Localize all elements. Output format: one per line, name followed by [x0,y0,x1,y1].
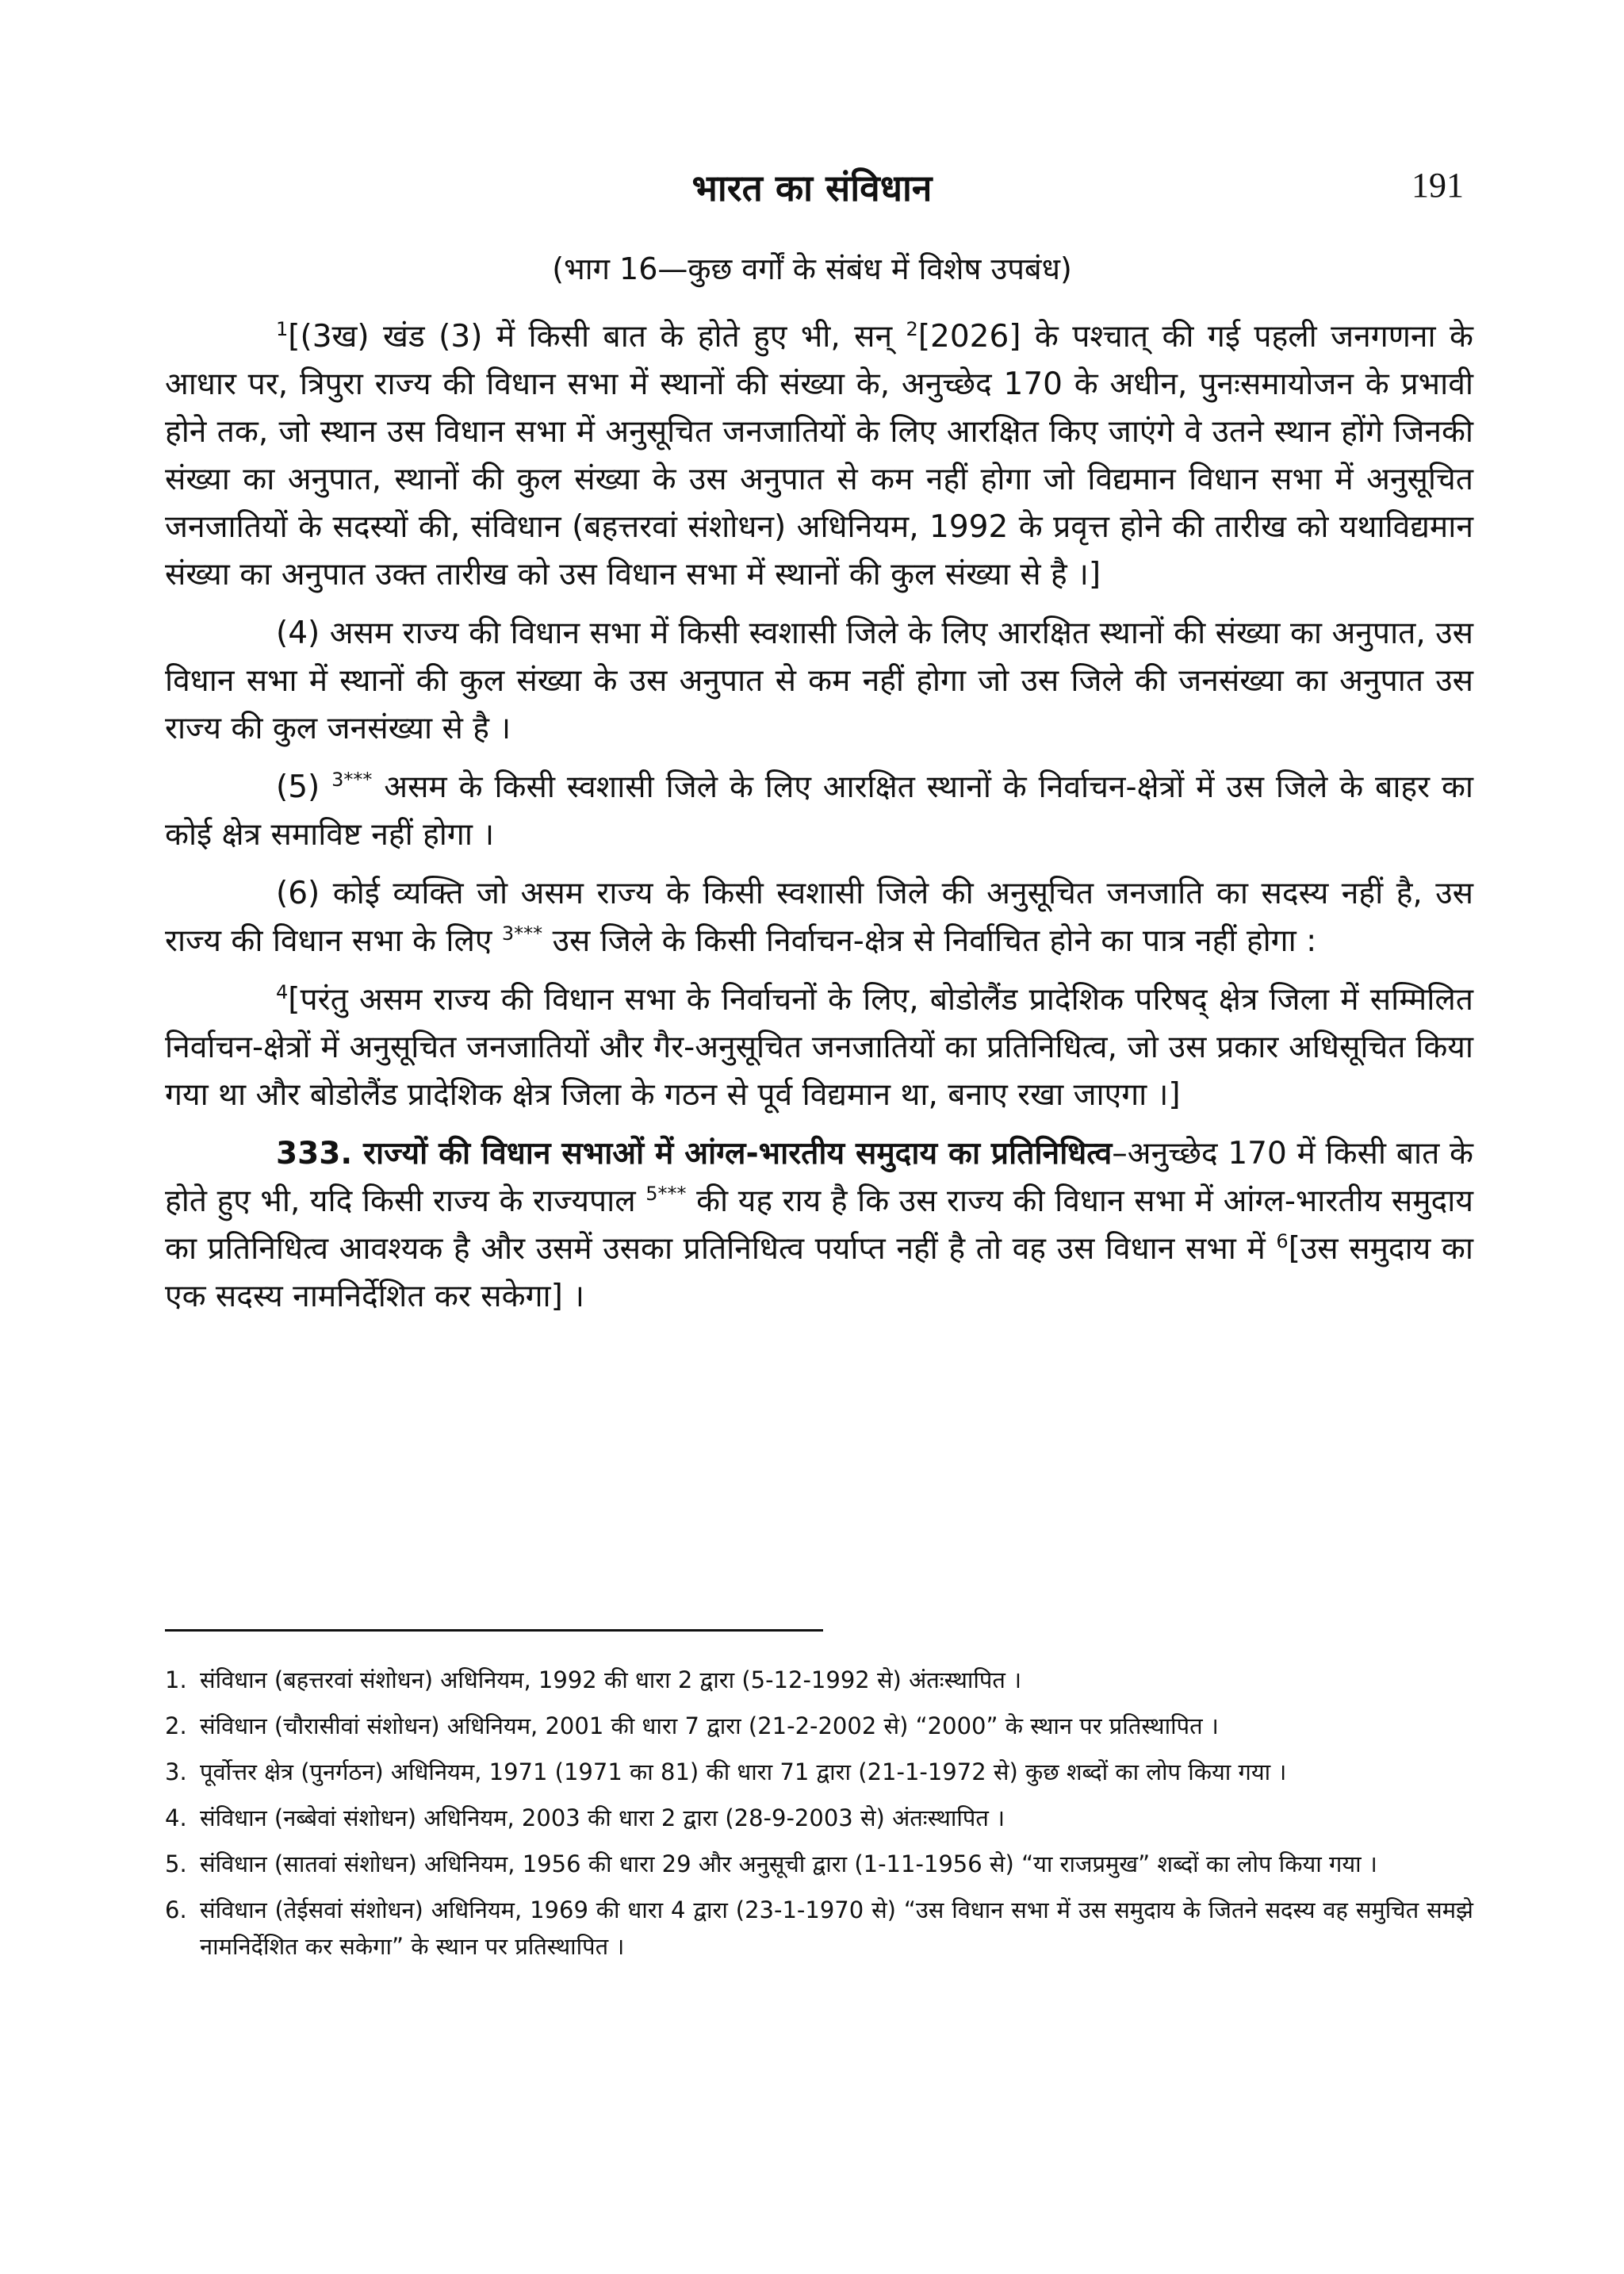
footnote-ref-1: 1 [276,318,289,340]
proviso [165,976,1473,1119]
clause-5-text-a: (5) [276,769,332,805]
footnote-ref-2: 2 [906,318,918,340]
footnote-divider [165,1629,823,1632]
article-333-heading: 333. राज्यों की विधान सभाओं में आंग्ल-भारतीय समुदाय का प्रतिनिधित्व [276,1136,1113,1172]
clause-3kh [165,313,1473,599]
footnote-item [165,1754,1473,1790]
clause-6-text-a: (6) कोई व्यक्ति जो असम राज्य के किसी स्वशासी जिले की अनुसूचित जनजाति का सदस्य नहीं है, उस राज्य की विधान सभा के लिए [165,876,1473,959]
footnote-item [165,1662,1473,1698]
clause-6-text-b: उस जिले के किसी निर्वाचन-क्षेत्र से निर्वाचित होने का पात्र नहीं होगा : [542,923,1317,959]
footnote-number: 3. [165,1758,187,1785]
page-title: भारत का संविधान [691,167,933,209]
footnote-text: संविधान (नब्बेवां संशोधन) अधिनियम, 2003 की धारा 2 द्वारा (28-9-2003 से) अंतःस्थापित । [200,1804,1005,1831]
footnote-ref-6: 6 [1276,1230,1289,1252]
footnote-ref-4: 4 [276,981,289,1003]
footnote-number: 1. [165,1666,187,1693]
clause-6 [165,870,1473,965]
main-text [165,313,1473,1332]
footnote-ref-5: 5*** [645,1183,687,1205]
page-number: 191 [1411,166,1464,205]
footnote-number: 4. [165,1804,187,1831]
article-333-text-b: की यह राय है कि उस राज्य की विधान सभा में आंग्ल-भारतीय समुदाय का प्रतिनिधित्व आवश्यक है और उसमें उसका प्रतिनिधित्व पर्याप्त नहीं है तो वह उस विधान सभा में [165,1183,1473,1267]
article-333-text-a: अनुच्छेद 170 में किसी बात के होते हुए भी, यदि किसी राज्य के राज्यपाल [165,1136,1473,1219]
footnote-number: 2. [165,1712,187,1739]
footnote-text: पूर्वोत्तर क्षेत्र (पुनर्गठन) अधिनियम, 1971 (1971 का 81) की धारा 71 द्वारा (21-1-1972 से) कुछ शब्दों का लोप किया गया । [200,1758,1287,1785]
footnote-ref-3b: 3*** [501,922,543,945]
article-333-dash: – [1112,1136,1128,1172]
footnote-number: 6. [165,1896,187,1923]
footnote-text: संविधान (बहत्तरवां संशोधन) अधिनियम, 1992 की धारा 2 द्वारा (5-12-1992 से) अंतःस्थापित । [200,1666,1022,1693]
footnote-item [165,1708,1473,1744]
footnotes [165,1662,1473,1974]
footnote-text: संविधान (चौरासीवां संशोधन) अधिनियम, 2001 की धारा 7 द्वारा (21-2-2002 से) “2000” के स्थान पर प्रतिस्थापित । [200,1712,1219,1739]
clause-3kh-text-a: [(3ख) खंड (3) में किसी बात के होते हुए भी, सन् [288,319,906,355]
footnote-text: संविधान (सातवां संशोधन) अधिनियम, 1956 की धारा 29 और अनुसूची द्वारा (1-11-1956 से) “या राजप्रमुख” शब्दों का लोप किया गया । [200,1850,1377,1877]
footnote-ref-3: 3*** [331,769,373,791]
footnote-text: संविधान (तेईसवां संशोधन) अधिनियम, 1969 की धारा 4 द्वारा (23-1-1970 से) “उस विधान सभा में उस समुदाय के जितने सदस्य वह समुचित समझे नामनिर्देशित कर सकेगा” के स्थान पर प्रतिस्थापित । [200,1896,1473,1960]
clause-4: (4) असम राज्य की विधान सभा में किसी स्वशासी जिले के लिए आरक्षित स्थानों की संख्या का अनुपात, उस विधान सभा में स्थानों की कुल संख्या के उस अनुपात से कम नहीं होगा जो उस जिले की जनसंख्या का अनुपात उस राज्य की कुल जनसंख्या से है । [165,615,1473,746]
page-subtitle: (भाग 16—कुछ वर्गों के संबंध में विशेष उपबंध) [552,251,1072,286]
clause-5 [165,764,1473,859]
article-333-text-c: [उस समुदाय का एक सदस्य नामनिर्देशित कर सकेगा] । [165,1231,1473,1314]
footnote-item [165,1846,1473,1882]
footnote-item [165,1892,1473,1965]
footnote-item [165,1800,1473,1836]
clause-5-text-b: असम के किसी स्वशासी जिले के लिए आरक्षित स्थानों के निर्वाचन-क्षेत्रों में उस जिले के बाहर का कोई क्षेत्र समाविष्ट नहीं होगा । [165,769,1473,853]
article-333 [165,1130,1473,1321]
proviso-text: [परंतु असम राज्य की विधान सभा के निर्वाचनों के लिए, बोडोलैंड प्रादेशिक परिषद् क्षेत्र जिला में सम्मिलित निर्वाचन-क्षेत्रों में अनुसूचित जनजातियों और गैर-अनुसूचित जनजातियों का प्रतिनिधित्व, जो उस प्रकार अधिसूचित किया गया था और बोडोलैंड प्रादेशिक क्षेत्र जिला के गठन से पूर्व विद्यमान था, बनाए रखा जाएगा ।] [165,982,1473,1113]
footnote-number: 5. [165,1850,187,1877]
clause-3kh-text-b: [2026] के पश्चात् की गई पहली जनगणना के आधार पर, त्रिपुरा राज्य की विधान सभा में स्थानों की संख्या के, अनुच्छेद 170 के अधीन, पुनःसमायोजन के प्रभावी होने तक, जो स्थान उस विधान सभा में अनुसूचित जनजातियों के लिए आरक्षित किए जाएंगे वे उतने स्थान होंगे जिनकी संख्या का अनुपात, स्थानों की कुल संख्या के उस अनुपात से कम नहीं होगा जो विद्यमान विधान सभा में अनुसूचित जनजातियों के सदस्यों की, संविधान (बहत्तरवां संशोधन) अधिनियम, 1992 के प्रवृत्त होने की तारीख को यथाविद्यमान संख्या का अनुपात उक्त तारीख को उस विधान सभा में स्थानों की कुल संख्या से है ।] [165,319,1474,592]
